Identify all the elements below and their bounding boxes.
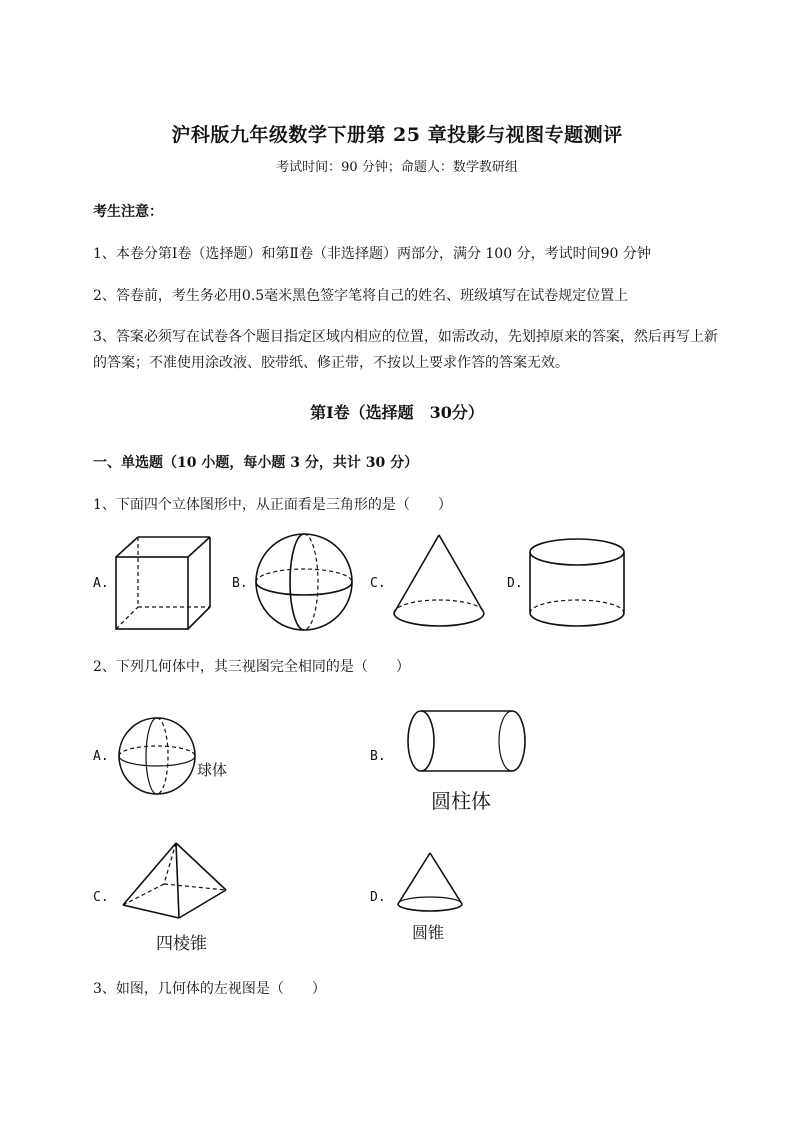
notice-item-2: 2、答卷前，考生务必用0.5毫米黑色签字笔将自己的姓名、班级填写在试卷规定位置上 xyxy=(93,288,629,304)
square-pyramid-icon xyxy=(120,840,230,922)
q1-option-d-label: D. xyxy=(507,576,523,591)
cone-icon xyxy=(395,851,467,915)
q2-option-b-label: B. xyxy=(370,749,386,764)
sphere-icon xyxy=(253,531,357,635)
q2-option-c-label: C. xyxy=(93,890,109,905)
section-title: 第Ⅰ卷（选择题 30分） xyxy=(310,403,484,422)
question-2-text: 2、下列几何体中，其三视图完全相同的是（ ） xyxy=(93,659,410,675)
notice-item-3: 3、答案必须写在试卷各个题目指定区域内相应的位置，如需改动，先划掉原来的答案，然后再写上新 xyxy=(93,329,718,345)
sphere-icon xyxy=(117,716,197,798)
q2-caption-pyramid: 四棱锥 xyxy=(156,934,207,954)
notice-item-1: 1、本卷分第Ⅰ卷（选择题）和第Ⅱ卷（非选择题）两部分，满分 100 分，考试时间90 分钟 xyxy=(93,246,651,262)
notice-heading: 考生注意： xyxy=(93,204,163,220)
part-heading: 一、单选题（10 小题，每小题 3 分，共计 30 分） xyxy=(93,455,419,471)
horizontal-cylinder-icon xyxy=(405,708,530,776)
q2-option-d-label: D. xyxy=(370,890,386,905)
q1-option-b-label: B. xyxy=(232,576,248,591)
exam-info: 考试时间：90 分钟；命题人：数学教研组 xyxy=(276,160,518,175)
q2-caption-sphere: 球体 xyxy=(197,761,228,779)
q1-option-a-label: A. xyxy=(93,576,109,591)
q2-option-a-label: A. xyxy=(93,749,109,764)
page-title: 沪科版九年级数学下册第 25 章投影与视图专题测评 xyxy=(171,124,623,146)
q2-caption-cone: 圆锥 xyxy=(412,923,445,942)
cylinder-icon xyxy=(527,535,631,635)
question-3-text: 3、如图，几何体的左视图是（ ） xyxy=(93,981,326,997)
q1-option-c-label: C. xyxy=(370,576,386,591)
question-1-text: 1、下面四个立体图形中，从正面看是三角形的是（ ） xyxy=(93,497,452,513)
notice-item-3-cont: 的答案；不准使用涂改液、胶带纸、修正带，不按以上要求作答的答案无效。 xyxy=(93,355,569,371)
q2-caption-cylinder: 圆柱体 xyxy=(431,789,491,813)
cone-icon xyxy=(390,532,490,632)
cube-icon xyxy=(110,535,215,635)
